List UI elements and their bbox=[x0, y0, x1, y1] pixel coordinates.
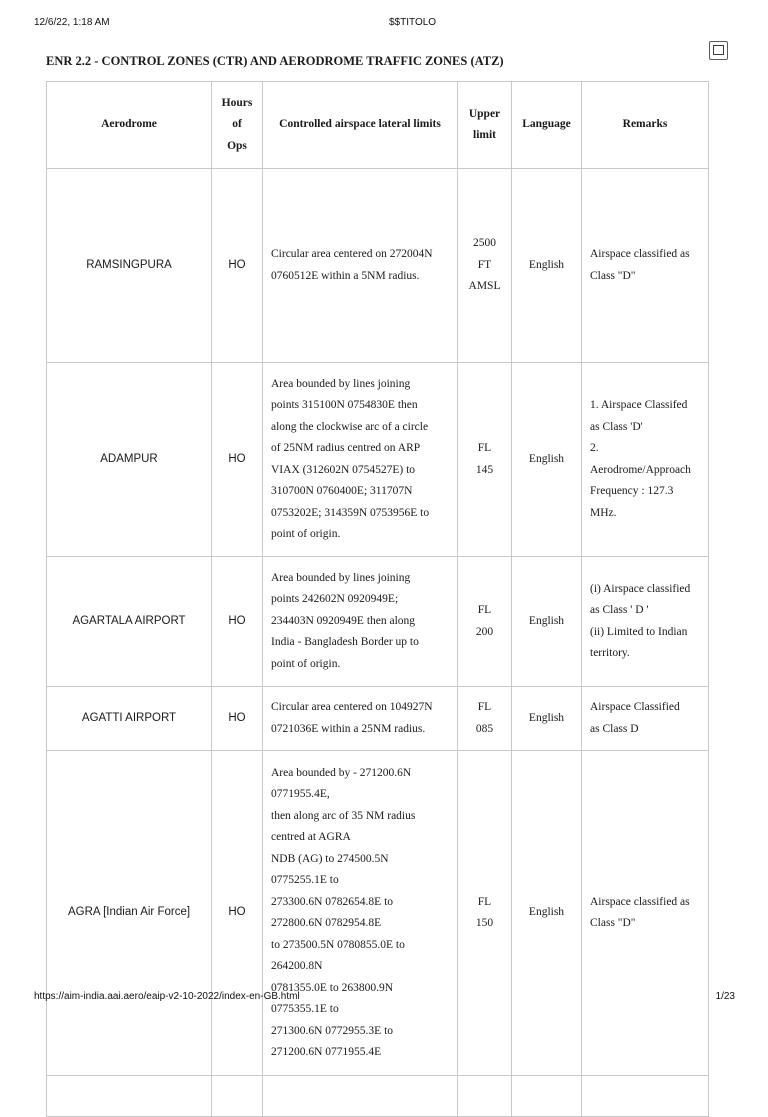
remarks-cell: Airspace Classified as Class D bbox=[582, 687, 709, 751]
print-header bbox=[0, 17, 768, 31]
limits-cell: Circular area centered on 272004N 0760512E within a 5NM radius. bbox=[263, 169, 458, 363]
table-header-row bbox=[47, 82, 709, 169]
header-remarks: Remarks bbox=[582, 82, 709, 169]
upper-limit-cell: FL 150 bbox=[458, 751, 512, 1076]
hours-cell: HO bbox=[212, 363, 263, 557]
header-upper-limit: Upper limit bbox=[458, 82, 512, 169]
aerodrome-cell: AGARTALA AIRPORT bbox=[47, 557, 212, 687]
limits-cell: Area bounded by - 271200.6N 0771955.4E, then along arc of 35 NM radius centred at AGRA NDB (AG) to 274500.5N 0775255.1E to 273300.6N 0782654.8E to 272800.6N 0782954.8E to 273500.5N 0780855.0E to 264200.8N 0781355.0E to 263800.9N 0775355.1E to 271300.6N 0772955.3E to 271200.6N 0771955.4E bbox=[263, 751, 458, 1076]
language-cell: English bbox=[512, 363, 582, 557]
page-number: 1/23 bbox=[715, 991, 735, 1002]
table-row bbox=[47, 557, 709, 687]
upper-limit-cell: 2500 FT AMSL bbox=[458, 169, 512, 363]
aerodrome-cell: RAMSINGPURA bbox=[47, 169, 212, 363]
header-language: Language bbox=[512, 82, 582, 169]
print-datetime: 12/6/22, 1:18 AM bbox=[34, 17, 110, 28]
language-cell: English bbox=[512, 751, 582, 1076]
hours-cell: HO bbox=[212, 557, 263, 687]
table-row bbox=[47, 363, 709, 557]
upper-limit-cell: FL 200 bbox=[458, 557, 512, 687]
header-aerodrome: Aerodrome bbox=[47, 82, 212, 169]
limits-cell: Area bounded by lines joining points 242602N 0920949E; 234403N 0920949E then along India - Bangladesh Border up to point of origin. bbox=[263, 557, 458, 687]
table-row bbox=[47, 687, 709, 751]
aerodrome-cell: AGRA [Indian Air Force] bbox=[47, 751, 212, 1076]
remarks-cell: Airspace classified as Class "D" bbox=[582, 751, 709, 1076]
section-title: ENR 2.2 - CONTROL ZONES (CTR) AND AERODROME TRAFFIC ZONES (ATZ) bbox=[46, 54, 504, 68]
upper-limit-cell: FL 145 bbox=[458, 363, 512, 557]
language-cell: English bbox=[512, 169, 582, 363]
limits-cell: Circular area centered on 104927N 0721036E within a 25NM radius. bbox=[263, 687, 458, 751]
hours-cell: HO bbox=[212, 687, 263, 751]
ctr-atz-table bbox=[46, 81, 709, 1117]
window-square-icon[interactable] bbox=[709, 41, 728, 60]
print-url: https://aim-india.aai.aero/eaip-v2-10-2022/index-en-GB.html bbox=[34, 991, 300, 1002]
table-row bbox=[47, 169, 709, 363]
remarks-cell: 1. Airspace Classifed as Class 'D' 2. Aerodrome/Approach Frequency : 127.3 MHz. bbox=[582, 363, 709, 557]
table-row-continued bbox=[47, 1076, 709, 1117]
print-title: $$TITOLO bbox=[389, 17, 437, 28]
language-cell: English bbox=[512, 557, 582, 687]
upper-limit-cell: FL 085 bbox=[458, 687, 512, 751]
print-footer bbox=[0, 991, 768, 1005]
aerodrome-cell: ADAMPUR bbox=[47, 363, 212, 557]
remarks-cell: (i) Airspace classified as Class ' D ' (ii) Limited to Indian territory. bbox=[582, 557, 709, 687]
hours-cell: HO bbox=[212, 751, 263, 1076]
table-row bbox=[47, 751, 709, 1076]
hours-cell: HO bbox=[212, 169, 263, 363]
language-cell: English bbox=[512, 687, 582, 751]
remarks-cell: Airspace classified as Class "D" bbox=[582, 169, 709, 363]
aerodrome-cell: AGATTI AIRPORT bbox=[47, 687, 212, 751]
header-limits: Controlled airspace lateral limits bbox=[263, 82, 458, 169]
header-hours: Hours of Ops bbox=[212, 82, 263, 169]
limits-cell: Area bounded by lines joining points 315100N 0754830E then along the clockwise arc of a circle of 25NM radius centred on ARP VIAX (312602N 0754527E) to 310700N 0760400E; 311707N 0753202E; 314359N 0753956E to point of origin. bbox=[263, 363, 458, 557]
